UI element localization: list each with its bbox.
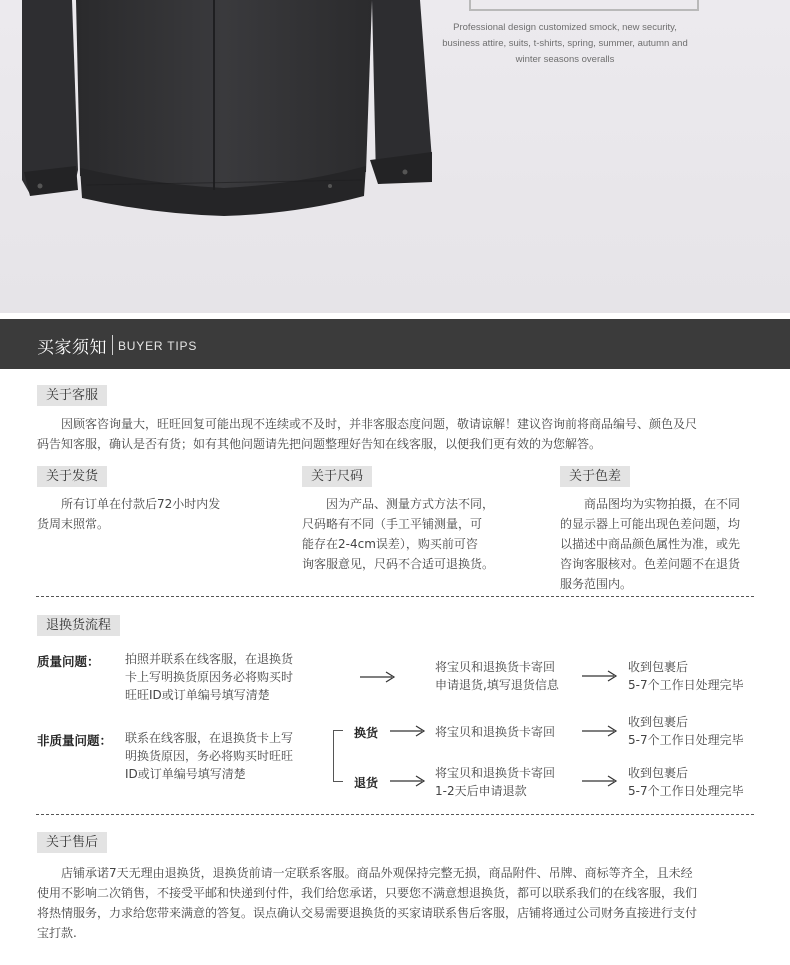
text-line: 明换货原因，务必将购买时旺旺	[125, 749, 294, 763]
text-line: 能存在2-4cm误差），购买前可咨	[302, 537, 478, 551]
after-sales-text	[37, 863, 757, 943]
exchange-step-return	[435, 723, 555, 741]
color-label: 关于色差	[560, 466, 630, 487]
product-hero	[0, 0, 790, 313]
text-line: 旺旺ID或订单编号填写清楚	[125, 688, 270, 702]
text-line: 所有订单在付款后72小时内发	[61, 497, 221, 511]
text-line: 询客服意见，尺码不合适可退换货。	[302, 557, 495, 571]
text-line: 的显示器上可能出现色差问题，均	[560, 517, 741, 531]
text-line: 将宝贝和退换货卡寄回	[435, 660, 556, 674]
text-line: 咨询客服核对。色差问题不在退货	[560, 557, 741, 571]
after-sales-label: 关于售后	[37, 832, 107, 853]
exchange-step-process	[628, 713, 744, 749]
exchange-label: 换货	[354, 726, 379, 740]
text-line: 拍照并联系在线客服，在退换货	[125, 652, 294, 666]
text-line: 卡上写明换货原因务必将购买时	[125, 670, 294, 684]
hero-caption	[420, 20, 710, 68]
text-line: 码告知客服，确认是否有货；如有其他问题请先把问题整理好告知在线客服，以便我们更有效的为您解答。	[37, 437, 602, 451]
text-line: 5-7个工作日处理完毕	[628, 784, 744, 798]
returns-flow-label: 退换货流程	[37, 615, 120, 636]
text-line: 收到包裹后	[628, 715, 689, 729]
flow-bracket	[333, 730, 343, 782]
quality-issue-desc	[125, 650, 293, 704]
text-line: 申请退货,填写退货信息	[435, 678, 559, 692]
caption-line: winter seasons overalls	[515, 54, 615, 65]
refund-step-return	[435, 764, 555, 800]
text-line: 因顾客咨询量大，旺旺回复可能出现不连续或不及时，并非客服态度问题，敬请谅解！建议咨询前将商品编号、颜色及尺	[61, 417, 698, 431]
text-line: 货周末照常。	[37, 517, 110, 531]
color-text	[560, 494, 760, 594]
customer-service-text	[37, 414, 757, 454]
jacket-image	[0, 0, 460, 313]
arrow-right-icon	[582, 725, 618, 737]
arrow-right-icon	[390, 725, 426, 737]
quality-step-process	[628, 658, 744, 694]
text-line: 因为产品、测量方式方法不同，	[326, 497, 495, 511]
arrow-right-icon	[360, 671, 396, 683]
text-line: 将宝贝和退换货卡寄回	[435, 766, 556, 780]
text-line: 服务范围内。	[560, 577, 633, 591]
text-line: 将宝贝和退换货卡寄回	[435, 725, 556, 739]
text-line: 使用不影响二次销售，不接受平邮和快递到付件，我们给您承诺，只要您不满意想退换货，都可以联系我们的在线客服，我们	[37, 886, 698, 900]
arrow-right-icon	[582, 775, 618, 787]
buyer-tips-title: 买家须知	[37, 338, 107, 358]
text-line: 宝打款.	[37, 926, 77, 940]
caption-line: Professional design customized smock, new security,	[453, 22, 677, 33]
text-line: 联系在线客服，在退换货卡上写	[125, 731, 294, 745]
size-text	[302, 494, 532, 574]
buyer-tips-subtitle: BUYER TIPS	[118, 339, 198, 353]
text-line: 将热情服务，力求给您带来满意的答复。误点确认交易需要退换货的买家请联系售后客服，店铺将通过公司财务直接进行支付	[37, 906, 698, 920]
text-line: 5-7个工作日处理完毕	[628, 733, 744, 747]
text-line: 5-7个工作日处理完毕	[628, 678, 744, 692]
text-line: ID或订单编号填写清楚	[125, 767, 246, 781]
refund-step-process	[628, 764, 744, 800]
text-line: 以描述中商品颜色属性为准，或先	[560, 537, 741, 551]
caption-line: business attire, suits, t-shirts, spring, summer, autumn and	[442, 38, 688, 49]
shipping-label: 关于发货	[37, 466, 107, 487]
size-label: 关于尺码	[302, 466, 372, 487]
arrow-right-icon	[390, 775, 426, 787]
buyer-tips-header	[0, 319, 790, 369]
text-line: 商品图均为实物拍摄，在不同	[584, 497, 741, 511]
shipping-text	[37, 494, 267, 534]
quality-step-return	[435, 658, 559, 694]
text-line: 尺码略有不同（手工平铺测量，可	[302, 517, 483, 531]
customer-service-label: 关于客服	[37, 385, 107, 406]
arrow-right-icon	[582, 670, 618, 682]
text-line: 收到包裹后	[628, 660, 689, 674]
quality-issue-heading: 质量问题：	[37, 654, 100, 669]
refund-label: 退货	[354, 776, 379, 790]
non-quality-issue-heading: 非质量问题：	[37, 733, 113, 748]
caption-frame	[469, 0, 699, 11]
text-line: 店铺承诺7天无理由退换货，退换货前请一定联系客服。商品外观保持完整无损，商品附件、吊牌、商标等齐全，且未经	[61, 866, 693, 880]
non-quality-issue-desc	[125, 729, 293, 783]
dashed-divider	[36, 596, 754, 597]
text-line: 收到包裹后	[628, 766, 689, 780]
title-divider	[112, 335, 113, 355]
dashed-divider	[36, 814, 754, 815]
text-line: 1-2天后申请退款	[435, 784, 527, 798]
